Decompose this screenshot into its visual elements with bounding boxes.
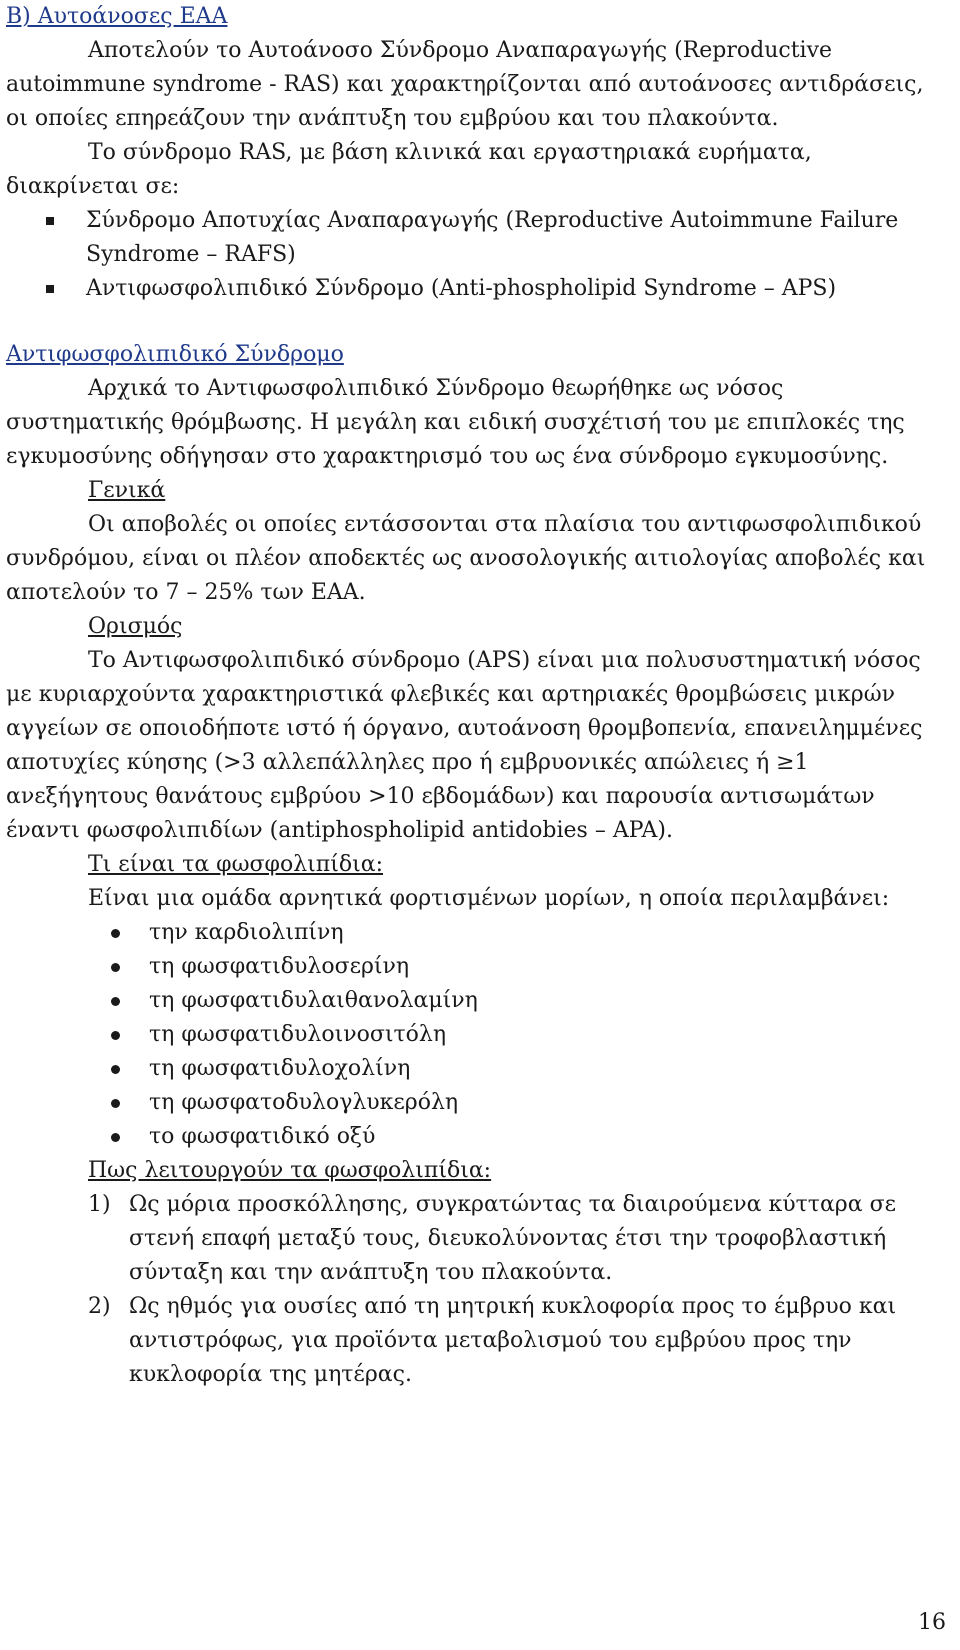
list-item-text: Ως ηθμός για ουσίες από τη μητρική κυκλοφορία προς το έμβρυο και αντιστρόφως, για προϊόντα μεταβολισμού του εμβρύου προς την κυκλοφορία της μητέρας. <box>129 1294 897 1387</box>
bullet-icon <box>111 1031 120 1040</box>
function-title: Πως λειτουργούν τα φωσφολιπίδια: <box>88 1158 492 1183</box>
definition-text: Το Αντιφωσφολιπιδικό σύνδρομο (APS) είναι μια πολυσυστηματική νόσος με κυριαρχούντα χαρακτηριστικά φλεβικές και αρτηριακές θρομβώσεις μικρών αγγείων σε οποιοδήποτε ιστό ή όργανο, αυτοάνοση θρομβοπενία, επανειλημμένες αποτυχίες κύησης (>3 αλλεπάλληλες προ ή εμβρυονικές απώλειες ή ≥1 ανεξήγητους θανάτους εμβρύου >10 εβδομάδων) και παρουσία αντισωμάτων έναντι φωσφολιπιδίων (antiphospholipid antidobies – APA). <box>6 648 923 843</box>
list-item <box>6 984 946 1018</box>
general-title: Γενικά <box>88 478 166 503</box>
list-item-text: τη φωσφατοδυλογλυκερόλη <box>149 1090 459 1115</box>
list-item-number: 1) <box>88 1192 111 1217</box>
list-item <box>6 1086 946 1120</box>
list-item <box>6 1052 946 1086</box>
list-item <box>6 1120 946 1154</box>
definition-title: Ορισμός <box>88 614 183 639</box>
list-item-text: τη φωσφατιδυλοινοσιτόλη <box>149 1022 446 1047</box>
square-bullet-icon <box>46 217 54 225</box>
list-item <box>6 1188 946 1290</box>
bullet-icon <box>111 1133 120 1142</box>
list-item-text: τη φωσφατιδυλοσερίνη <box>149 954 410 979</box>
section-b-paragraph-1: Αποτελούν το Αυτοάνοσο Σύνδρομο Αναπαραγωγής (Reproductive autoimmune syndrome - RAS) και χαρακτηρίζονται από αυτοάνοσες αντιδράσεις, οι οποίες επηρεάζουν την ανάπτυξη του εμβρύου και του πλακούντα. <box>6 38 924 131</box>
list-item-text: Αντιφωσφολιπιδικό Σύνδρομο (Anti-phospholipid Syndrome – APS) <box>86 276 837 301</box>
aps-intro: Αρχικά το Αντιφωσφολιπιδικό Σύνδρομο θεωρήθηκε ως νόσος συστηματικής θρόμβωσης. Η μεγάλη και ειδική συσχέτισή του με επιπλοκές της εγκυμοσύνης οδήγησαν στο χαρακτηρισμό του ως ένα σύνδρομο εγκυμοσύνης. <box>6 376 905 469</box>
list-item-text: Ως μόρια προσκόλλησης, συγκρατώντας τα διαιρούμενα κύτταρα σε στενή επαφή μεταξύ τους, διευκολύνοντας έτσι την τροφοβλαστική σύνταξη και την ανάπτυξη του πλακούντα. <box>129 1192 897 1285</box>
ras-types-list <box>6 204 946 306</box>
phospholipids-title: Τι είναι τα φωσφολιπίδια: <box>88 852 383 877</box>
list-item-text: την καρδιολιπίνη <box>149 920 344 945</box>
general-text: Οι αποβολές οι οποίες εντάσσονται στα πλαίσια του αντιφωσφολιπιδικού συνδρόμου, είναι οι πλέον αποδεκτές ως ανοσολογικής αιτιολογίας αποβολές και αποτελούν το 7 – 25% των ΕΑΑ. <box>6 512 926 605</box>
document-page <box>6 0 946 1392</box>
list-item <box>6 950 946 984</box>
list-item-text: Σύνδρομο Αποτυχίας Αναπαραγωγής (Reproductive Autoimmune Failure Syndrome – RAFS) <box>86 208 899 267</box>
list-item <box>6 1018 946 1052</box>
section-b-heading: Β) Αυτοάνοσες ΕΑΑ <box>6 4 228 29</box>
list-item <box>6 272 946 306</box>
list-item <box>6 1290 946 1392</box>
phospholipids-list <box>6 916 946 1154</box>
bullet-icon <box>111 1099 120 1108</box>
bullet-icon <box>111 929 120 938</box>
bullet-icon <box>111 1065 120 1074</box>
list-item-text: τη φωσφατιδυλαιθανολαμίνη <box>149 988 478 1013</box>
bullet-icon <box>111 997 120 1006</box>
list-item-number: 2) <box>88 1294 111 1319</box>
section-b-paragraph-2: Το σύνδρομο RAS, με βάση κλινικά και εργαστηριακά ευρήματα, διακρίνεται σε: <box>6 140 812 199</box>
page-number: 16 <box>918 1610 946 1635</box>
function-list <box>6 1188 946 1392</box>
list-item <box>6 204 946 272</box>
list-item <box>6 916 946 950</box>
list-item-text: τη φωσφατιδυλοχολίνη <box>149 1056 411 1081</box>
phospholipids-text: Είναι μια ομάδα αρνητικά φορτισμένων μορίων, η οποία περιλαμβάνει: <box>88 886 890 911</box>
aps-heading: Αντιφωσφολιπιδικό Σύνδρομο <box>6 342 344 367</box>
list-item-text: το φωσφατιδικό οξύ <box>149 1124 376 1149</box>
square-bullet-icon <box>46 285 54 293</box>
bullet-icon <box>111 963 120 972</box>
